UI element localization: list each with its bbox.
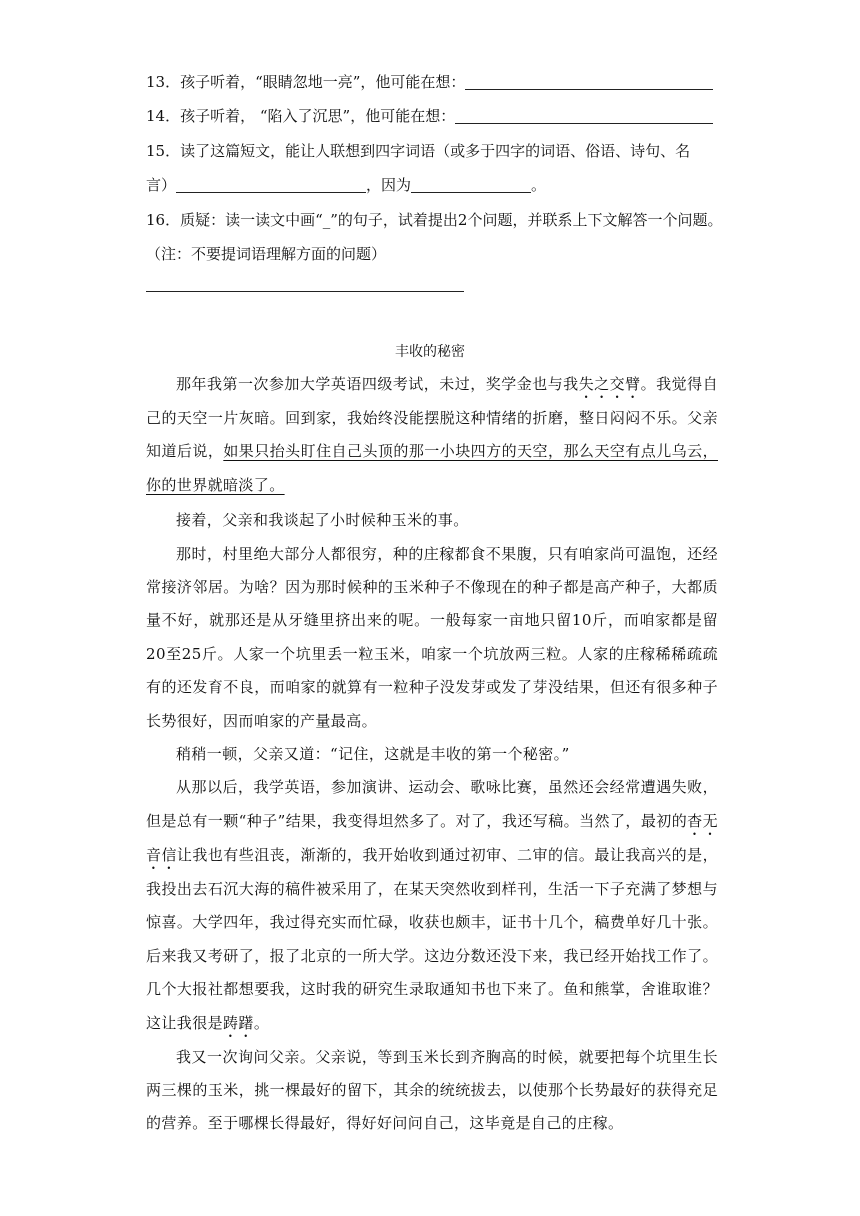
paragraph-text: 。: [253, 1013, 270, 1032]
answer-blank[interactable]: [465, 73, 713, 90]
paragraph-2: 接着，父亲和我谈起了小时候种玉米的事。: [176, 511, 469, 530]
dotted-phrase: 踌躇: [223, 1013, 254, 1032]
paragraph-text: 。我觉得自己的天空一片灰暗。回到家，我始终没能摆脱这种情绪的折磨，整日闷闷不乐。父亲知道后说，: [146, 375, 718, 461]
question-15-line2: [146, 175, 546, 195]
paragraph-6: 我又一次询问父亲。父亲说，等到玉米长到齐胸高的时候，就要把每个坑里生长两三棵的玉米，挑一棵最好的留下，其余的统统拔去，以使那个长势最好的获得充足的营养。至于哪棵长得最好，得好好问问自己，这毕竟是自己的庄稼。: [146, 1047, 718, 1133]
answer-line[interactable]: [146, 291, 464, 292]
question-15-line1: 15．读了这篇短文，能让人联想到四字词语（或多于四字的词语、俗语、诗句、名: [146, 142, 691, 160]
paragraph-1: [146, 368, 718, 502]
paragraph-3: 那时，村里绝大部分人都很穷，种的庄稼都食不果腹，只有咱家尚可温饱，还经常接济邻居。为啥？因为那时候种的玉米种子不像现在的种子都是高产种子，大都质量不好，就那还是从牙缝里挤出来的呢。一般每家一亩地只留10斤，而咱家都是留20至25斤。人家一个坑里丢一粒玉米，咱家一个坑放两三粒。人家的庄稼稀稀疏疏有的还发育不良，而咱家的就算有一粒种子没发芽或发了芽没结果，但还有很多种子长势很好，因而咱家的产量最高。: [146, 544, 718, 730]
paragraph-text: 从那以后，我学英语，参加演讲、运动会、歌咏比赛，虽然还会经常遭遇失败，但是总有一颗“种子”结果，我变得坦然多了。对了，我还写稿。当然了，最初的: [146, 778, 718, 830]
answer-blank[interactable]: [176, 176, 366, 193]
question-14-text: 14．孩子听着， “陷入了沉思”，他可能在想：: [146, 107, 456, 125]
question-14: [146, 106, 713, 126]
question-16-text: ”的句子，试着提出2个问题，并联系上下文解答一个问题。: [330, 211, 723, 229]
underlined-sentence: 如果只抬头盯住自己头顶的那一小块四方的天空，那么天空有点儿乌云，你的世界就暗淡了。: [146, 442, 718, 494]
answer-blank[interactable]: [455, 107, 713, 124]
answer-blank[interactable]: [411, 176, 531, 193]
question-16-note: [146, 244, 386, 264]
underline-mark: _: [322, 211, 331, 229]
question-13-text: 13．孩子听着，“眼睛忽地一亮”，他可能在想：: [146, 73, 466, 91]
dotted-phrase: 失之交臂: [578, 375, 641, 393]
dotted-phrase: 杳无音信: [146, 811, 718, 864]
question-16: [146, 210, 722, 230]
question-15-text: 言）: [146, 176, 177, 194]
paragraph-text: 让我也有些沮丧，渐渐的，我开始收到通过初审、二审的信。最让我高兴的是，我投出去石沉大海的稿件被采用了，在某天突然收到样刊，生活一下子充满了梦想与惊喜。大学四年，我过得充实而忙碌，收获也颇丰，证书十几个，稿费单好几十张。后来我又考研了，报了北京的一所大学。这边分数还没下来，我已经开始找工作了。几个大报社都想要我，这时我的研究生录取通知书也下来了。鱼和熊掌，舍谁取谁？这让我很是: [146, 845, 718, 1032]
article-body: [146, 368, 718, 1141]
question-15-text: 。: [531, 176, 547, 194]
paragraph-5: [146, 771, 718, 1040]
question-15: [146, 141, 690, 161]
question-13: [146, 72, 713, 92]
article-title: 丰收的秘密: [395, 344, 465, 360]
question-16-note-text: （注：不要提词语理解方面的问题）: [146, 245, 387, 263]
paragraph-text: 那年我第一次参加大学英语四级考试，未过，奖学金也与我: [176, 375, 579, 393]
paragraph-4: 稍稍一顿，父亲又道：“记住，这就是丰收的第一个秘密。”: [176, 745, 570, 764]
question-16-text: 16．质疑：读一读文中画“: [146, 211, 323, 229]
question-15-text: ，因为: [366, 176, 412, 194]
